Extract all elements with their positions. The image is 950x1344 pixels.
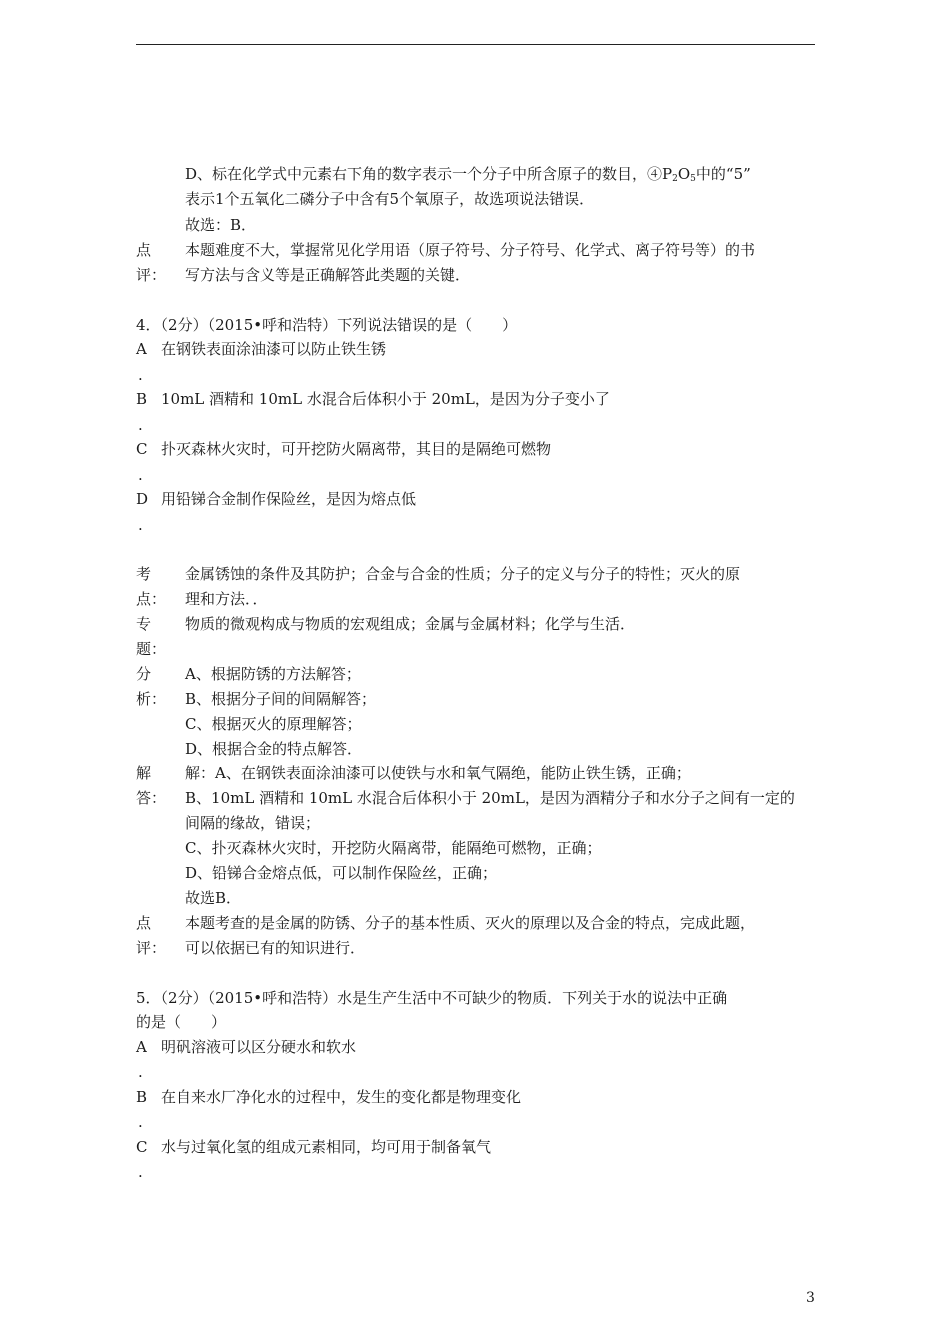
q4-option-c-dot: . bbox=[138, 466, 143, 484]
q4-jieda-label-2: 答： bbox=[136, 789, 167, 807]
q4-zhuanti-label-2: 题： bbox=[136, 640, 167, 658]
q5-stem-line1: 5．（2分）（2015•呼和浩特）水是生产生活中不可缺少的物质．下列关于水的说法中正确 bbox=[136, 989, 728, 1007]
q4-jieda-line: B、10mL 酒精和 10mL 水混合后体积小于 20mL，是因为酒精分子和水分子之间有一定的 bbox=[185, 789, 795, 807]
q4-option-a-dot: . bbox=[138, 366, 143, 384]
q3-choice: 故选：B． bbox=[185, 216, 257, 234]
q3-comment-label-1: 点 bbox=[136, 241, 152, 259]
q5-option-b-dot: . bbox=[138, 1113, 143, 1131]
q4-option-d-letter: D bbox=[136, 490, 149, 508]
q4-dianping-line2: 可以依据已有的知识进行． bbox=[185, 939, 366, 957]
q4-option-d-text: 用铅锑合金制作保险丝，是因为熔点低 bbox=[161, 490, 417, 508]
q4-kaodian-label-1: 考 bbox=[136, 565, 152, 583]
q4-fenxi-label-1: 分 bbox=[136, 665, 152, 683]
q4-jieda-line: D、铅锑合金熔点低，可以制作保险丝，正确； bbox=[185, 864, 498, 882]
q4-fenxi-line: D、根据合金的特点解答． bbox=[185, 740, 363, 758]
q4-fenxi-line: B、根据分子间的间隔解答； bbox=[185, 690, 377, 708]
q3-comment-label-2: 评： bbox=[136, 266, 167, 284]
q4-option-b-dot: . bbox=[138, 416, 143, 434]
q3-comment-line2: 写方法与含义等是正确解答此类题的关键． bbox=[185, 266, 471, 284]
q4-option-d-dot: . bbox=[138, 516, 143, 534]
q5-option-b-letter: B bbox=[136, 1088, 148, 1106]
q4-fenxi-line: A、根据防锈的方法解答； bbox=[185, 665, 361, 683]
q4-jieda-line: 间隔的缘故，错误； bbox=[185, 814, 321, 832]
q3-comment-line1: 本题难度不大，掌握常见化学用语（原子符号、分子符号、化学式、离子符号等）的书 bbox=[185, 241, 756, 259]
q4-fenxi-line: C、根据灭火的原理解答； bbox=[185, 715, 362, 733]
q5-option-b-text: 在自来水厂净化水的过程中，发生的变化都是物理变化 bbox=[161, 1088, 522, 1106]
q4-kaodian-line1: 金属锈蚀的条件及其防护；合金与合金的性质；分子的定义与分子的特性；灭火的原 bbox=[185, 565, 741, 583]
q4-jieda-label-1: 解 bbox=[136, 764, 152, 782]
q4-option-a-text: 在钢铁表面涂油漆可以防止铁生锈 bbox=[161, 340, 387, 358]
q4-zhuanti-label-1: 专 bbox=[136, 615, 152, 633]
q4-dianping-label-2: 评： bbox=[136, 939, 167, 957]
q5-option-a-letter: A bbox=[136, 1038, 147, 1056]
q4-dianping-line1: 本题考查的是金属的防锈、分子的基本性质、灭火的原理以及合金的特点，完成此题， bbox=[185, 914, 756, 932]
q4-fenxi-label-2: 析： bbox=[136, 690, 167, 708]
q4-jieda-line: 故选B． bbox=[185, 889, 242, 907]
q3-analysis-d-line1: D、标在化学式中元素右下角的数字表示一个分子中所含原子的数目，$④P_2O_5$中的“5” bbox=[185, 165, 751, 184]
q5-option-a-text: 明矾溶液可以区分硬水和软水 bbox=[161, 1038, 357, 1056]
q4-zhuanti: 物质的微观构成与物质的宏观组成；金属与金属材料；化学与生活． bbox=[185, 615, 636, 633]
q4-jieda-line: 解：A、在钢铁表面涂油漆可以使铁与水和氧气隔绝，能防止铁生锈，正确； bbox=[185, 764, 691, 782]
q5-option-a-dot: . bbox=[138, 1063, 143, 1081]
q3-analysis-d-line2: 表示1个五氧化二磷分子中含有5个氧原子，故选项说法错误． bbox=[185, 190, 595, 208]
q5-option-c-dot: . bbox=[138, 1163, 143, 1181]
q5-option-c-letter: C bbox=[136, 1138, 148, 1156]
q4-kaodian-line2: 理和方法．． bbox=[185, 590, 268, 608]
q4-option-c-text: 扑灭森林火灾时，可开挖防火隔离带，其目的是隔绝可燃物 bbox=[161, 440, 552, 458]
q4-option-c-letter: C bbox=[136, 440, 148, 458]
q4-stem: 4．（2分）（2015•呼和浩特）下列说法错误的是（ ） bbox=[136, 316, 518, 334]
page-number: 3 bbox=[806, 1290, 815, 1306]
q4-kaodian-label-2: 点： bbox=[136, 590, 167, 608]
q4-jieda-line: C、扑灭森林火灾时，开挖防火隔离带，能隔绝可燃物，正确； bbox=[185, 839, 602, 857]
q4-option-b-letter: B bbox=[136, 390, 148, 408]
header-rule bbox=[136, 44, 815, 45]
q4-option-a-letter: A bbox=[136, 340, 147, 358]
q4-dianping-label-1: 点 bbox=[136, 914, 152, 932]
q4-option-b-text: 10mL 酒精和 10mL 水混合后体积小于 20mL，是因为分子变小了 bbox=[161, 390, 610, 408]
q5-stem-line2: 的是（ ） bbox=[136, 1013, 227, 1031]
q5-option-c-text: 水与过氧化氢的组成元素相同，均可用于制备氧气 bbox=[161, 1138, 492, 1156]
